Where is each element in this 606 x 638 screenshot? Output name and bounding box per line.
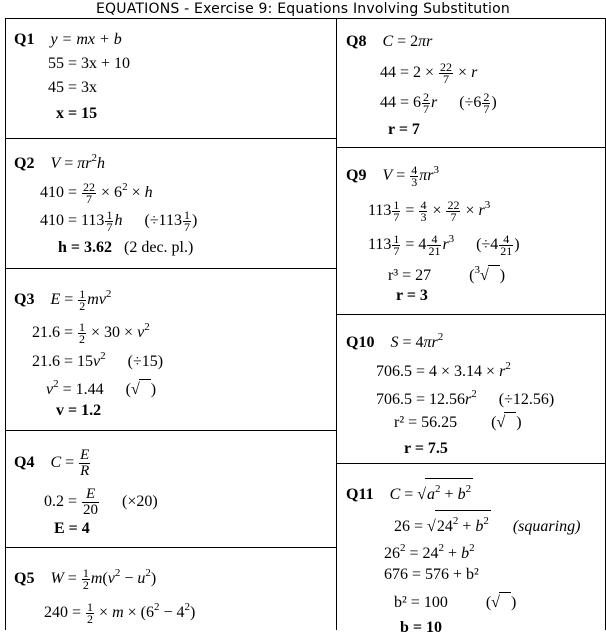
table-border-left [5,18,6,630]
answer: E = 4 [54,520,90,537]
answer: r = 3 [396,287,428,304]
step: 44 = 6 $\frac{2}{7}$ r (÷6 $\frac{2}{7}$ ) [380,90,497,116]
step: 0.2 = $\frac{E}{20}$ (×20) [44,486,158,518]
step: b² = 100 (√ ) [394,594,517,611]
divider-q9-q10 [336,314,606,315]
answer: x = 15 [56,105,98,122]
step: $26^2 = 24^2 + b^2$ [384,542,475,562]
question-label: Q2 [14,155,35,172]
operation-note: (squaring) [512,518,581,535]
step: r² = 56.25 (√ ) [394,414,522,431]
step: 676 = 576 + b² [384,566,479,583]
divider-q8-q9 [336,147,606,148]
question-label: Q1 [14,31,35,48]
divider-q10-q11 [336,463,606,464]
question-label: Q10 [346,334,375,351]
step: $706.5 = 4 \times 3.14 \times r^2$ [376,360,511,380]
step: $706.5 = 12.56r^2$ (÷12.56) [376,388,555,408]
operation-note: (÷15) [127,353,164,370]
question-label: Q8 [346,33,367,50]
step: $v^2 = 1.44$ (√ ) [46,378,157,398]
step: 410 = 113 $\frac{1}{7}$ h (÷113 $\frac{1}{7}$ ) [40,208,198,234]
step: 410 = $\frac{22}{7}$ × $6^2 \times h$ [40,179,153,206]
question-label: Q11 [346,486,374,503]
answer: b = 10 [400,619,443,636]
step: 113 $\frac{1}{7}$ = $\frac{4}{3}$ × $\frac{22}{7}$ × $r^3$ [368,197,491,224]
step: 240 = $\frac{1}{2}$ × $m \times (6^2 - 4^2)$ [44,599,196,626]
divider-q3-q4 [5,430,337,431]
column-divider [336,18,337,630]
divider-q1-q2 [5,138,337,139]
step: 113 $\frac{1}{7}$ = 4 $\frac{4}{21}$ $r^3$ (÷4 $\frac{4}{21}$ ) [368,231,520,258]
step: $26 = √24^2 + b^2$ (squaring) [394,510,580,537]
step: 21.6 = $\frac{1}{2}$ × $30 \times v^2$ [32,319,150,346]
answer: h = 3.62 [58,239,113,256]
divider-q2-q3 [5,268,337,269]
question-label: Q9 [346,167,367,184]
answer: v = 1.2 [56,402,102,419]
question-label: Q5 [14,570,35,587]
answer: r = 7 [388,121,420,138]
question-label: Q3 [14,291,35,308]
page-title: EQUATIONS - Exercise 9: Equations Involving Substitution [96,1,510,17]
operation-note: (÷12.56) [498,391,555,408]
table-top-border [5,18,606,19]
step: 44 = 2 × $\frac{22}{7}$ × r [380,60,478,86]
step: 45 = 3x [48,79,98,96]
question-label: Q4 [14,454,35,472]
step: $21.6 = 15v^2$ (÷15) [32,350,164,370]
step: 55 = 3x + 10 [48,55,131,72]
step: r³ = 27 ($^3$√ ) [388,264,506,284]
answer-note: (2 dec. pl.) [124,239,194,256]
formula: y = mx + b [50,31,122,48]
operation-note: (×20) [122,493,158,511]
divider-q4-q5 [5,547,337,548]
answer: r = 7.5 [404,440,448,457]
